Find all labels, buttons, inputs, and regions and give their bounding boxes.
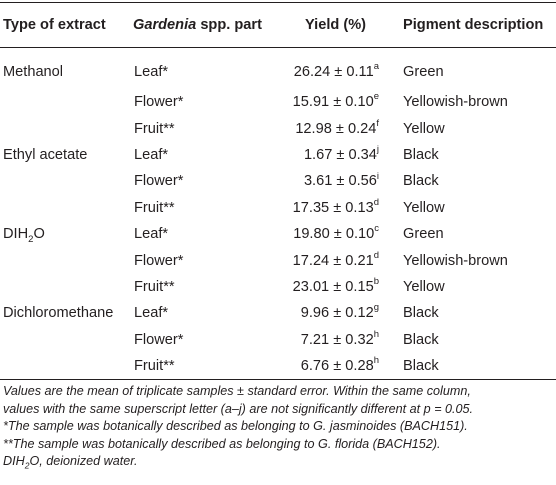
cell-pigment: Yellowish-brown (403, 252, 508, 269)
abbr-tail: O, deionized water. (29, 454, 138, 469)
significance-letter: d (373, 196, 379, 208)
cell-plant-part: Fruit** (134, 278, 175, 295)
significance-letter: f (376, 117, 379, 129)
abbr-main: DIH (3, 454, 25, 469)
header-part-rest: spp. part (196, 17, 262, 33)
significance-letter: a (373, 61, 379, 73)
cell-yield (274, 195, 397, 221)
cell-yield (274, 168, 397, 194)
yield-value: 3.61 ± 0.56 (303, 173, 377, 190)
cell-extract-type: Dichloromethane (3, 305, 114, 322)
header-row (0, 3, 556, 48)
table-row (0, 168, 556, 194)
cell-yield (274, 115, 397, 141)
header-type-of-extract: Type of extract (0, 3, 129, 48)
cell-extract-type (0, 247, 129, 273)
table-row (0, 353, 556, 380)
table-row (0, 195, 556, 221)
footnote-line: values with the same superscript letter (a–j) are not significantly different at p = 0.05. (3, 401, 474, 416)
yield-value: 17.35 ± 0.13 (292, 199, 374, 216)
cell-plant-part: Leaf* (134, 305, 169, 322)
cell-yield (274, 274, 397, 300)
cell-plant-part: Fruit** (134, 120, 175, 137)
header-genus: Gardenia (133, 17, 197, 33)
significance-letter: h (373, 355, 379, 367)
cell-extract-type (0, 353, 129, 380)
cell-yield (274, 327, 397, 353)
yield-value: 15.91 ± 0.10 (292, 94, 374, 111)
footnote-florida: **The sample was botanically described as belonging to G. florida (BACH152). (3, 436, 441, 451)
yield-value: 26.24 ± 0.11 (293, 64, 374, 80)
footnote-line: Values are the mean of triplicate samples ± standard error. Within the same column, (3, 384, 471, 398)
cell-yield (274, 89, 397, 115)
table-row (0, 221, 556, 247)
cell-extract-type (0, 168, 129, 194)
cell-yield (274, 48, 397, 90)
table-body (0, 48, 556, 380)
cell-plant-part: Flower* (134, 94, 184, 111)
cell-extract-type (0, 327, 129, 353)
header-gardenia-part (129, 3, 274, 48)
cell-pigment: Black (403, 331, 439, 348)
cell-pigment: Green (403, 64, 444, 80)
cell-extract-type (0, 115, 129, 141)
cell-yield (274, 353, 397, 380)
table-row (0, 89, 556, 115)
footnote-abbreviation (3, 453, 553, 471)
table-row (0, 274, 556, 300)
cell-plant-part: Leaf* (134, 146, 169, 163)
table-footnotes (3, 383, 553, 471)
cell-plant-part: Leaf* (134, 226, 169, 243)
significance-letter: e (373, 91, 379, 103)
cell-pigment: Black (403, 146, 439, 163)
table-row (0, 247, 556, 273)
extract-yield-table (0, 2, 556, 380)
cell-extract-type (0, 89, 129, 115)
cell-yield (274, 247, 397, 273)
header-yield: Yield (%) (274, 3, 397, 48)
yield-value: 1.67 ± 0.34 (303, 146, 377, 163)
cell-extract-type (0, 221, 129, 247)
yield-value: 9.96 ± 0.12 (300, 305, 374, 322)
cell-yield (274, 300, 397, 326)
cell-extract-type: Methanol (3, 64, 64, 80)
table-row (0, 327, 556, 353)
significance-letter: j (376, 144, 379, 156)
cell-pigment: Yellow (403, 120, 445, 137)
extract-type-subscript: 2 (28, 234, 34, 246)
significance-letter: d (373, 249, 379, 261)
cell-plant-part: Flower* (134, 252, 184, 269)
table-row (0, 48, 556, 90)
yield-value: 17.24 ± 0.21 (292, 252, 374, 269)
table-row (0, 115, 556, 141)
yield-value: 7.21 ± 0.32 (300, 331, 374, 348)
cell-pigment: Black (397, 353, 556, 380)
footnote-jasminoides: *The sample was botanically described as belonging to G. jasminoides (BACH151). (3, 419, 468, 434)
cell-pigment: Yellow (403, 278, 445, 295)
cell-pigment: Black (403, 173, 439, 190)
abbr-subscript: 2 (24, 460, 30, 471)
cell-plant-part: Leaf* (134, 64, 169, 80)
cell-plant-part: Flower* (134, 173, 184, 190)
extract-type-main: DIH (3, 226, 29, 243)
cell-yield (274, 221, 397, 247)
cell-plant-part: Fruit** (134, 199, 175, 216)
table-row (0, 142, 556, 168)
header-pigment-description: Pigment description (397, 3, 556, 48)
significance-letter: b (373, 276, 379, 288)
significance-letter: h (373, 328, 379, 340)
significance-letter: c (374, 223, 379, 235)
significance-letter: g (373, 302, 379, 314)
yield-value: 12.98 ± 0.24 (295, 120, 377, 137)
cell-extract-type (0, 274, 129, 300)
yield-value: 6.76 ± 0.28 (300, 358, 374, 375)
table-row (0, 300, 556, 326)
significance-letter: i (376, 170, 379, 182)
table-header (0, 3, 556, 48)
cell-pigment: Yellow (403, 199, 445, 216)
cell-extract-type (0, 195, 129, 221)
cell-pigment: Black (403, 305, 439, 322)
cell-plant-part: Fruit** (129, 353, 274, 380)
yield-value: 23.01 ± 0.15 (292, 278, 374, 295)
cell-plant-part: Flower* (134, 331, 184, 348)
cell-pigment: Green (403, 226, 444, 243)
cell-pigment: Yellowish-brown (403, 94, 508, 111)
cell-extract-type: Ethyl acetate (3, 146, 88, 163)
cell-yield (274, 142, 397, 168)
yield-value: 19.80 ± 0.10 (293, 226, 375, 243)
extract-type-tail: O (33, 226, 45, 243)
